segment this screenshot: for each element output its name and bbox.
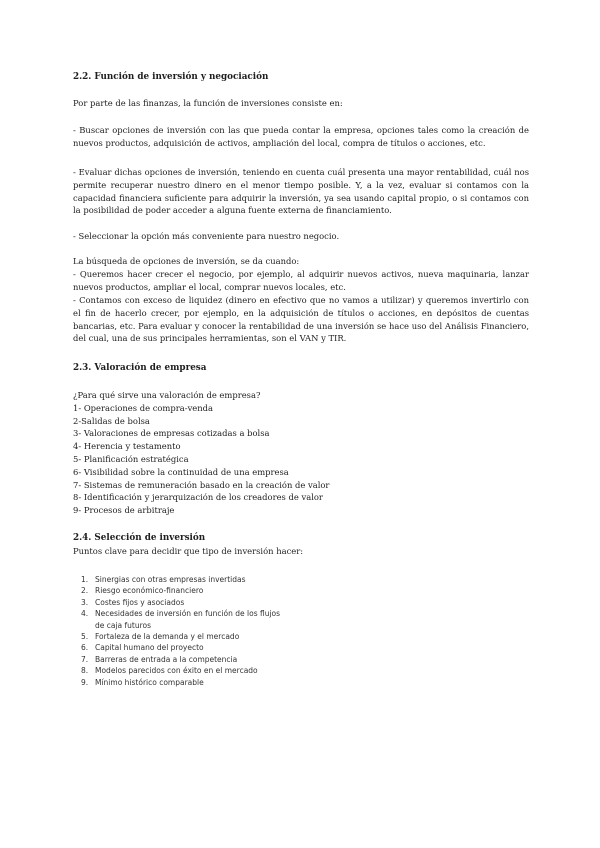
criteria-item: 9. Mínimo histórico comparable xyxy=(81,677,204,687)
valuation-item-9: 9- Procesos de arbitraje xyxy=(73,505,175,516)
section-2-2-case-2: - Contamos con exceso de liquidez (dinero en efectivo que no vamos a utilizar) y queremos invertirlo con el fin de hacerlo crecer, por ejemplo, en la adquisición de títulos o acciones, en depósitos de cuentas bancarias, etc. Para evaluar y conocer la rentabilidad de una inversión se hace uso del Análisis Financiero, del cual, una de sus principales herramientas, son el VAN y TIR. xyxy=(73,295,529,344)
valuation-list xyxy=(73,389,529,517)
section-heading-2-2: 2.2. Función de inversión y negociación xyxy=(73,72,269,82)
section-2-2-bullet-1: - Buscar opciones de inversión con las que pueda contar la empresa, opciones tales como la creación de nuevos productos, adquisición de activos, ampliación del local, compra de títulos o acciones, etc. xyxy=(73,125,529,148)
valuation-question: ¿Para qué sirve una valoración de empresa? xyxy=(73,390,261,400)
section-2-2-search-intro: La búsqueda de opciones de inversión, se da cuando: xyxy=(73,256,300,266)
valuation-item-5: 5- Planificación estratégica xyxy=(73,453,189,464)
valuation-item-4: 4- Herencia y testamento xyxy=(73,441,181,452)
criteria-item: 8. Modelos parecidos con éxito en el mercado xyxy=(81,666,258,676)
section-2-2-case-1: - Queremos hacer crecer el negocio, por ejemplo, al adquirir nuevos activos, nueva maquinaria, lanzar nuevos productos, ampliar el local, comprar nuevos locales, etc. xyxy=(73,269,529,292)
criteria-item: 1. Sinergias con otras empresas invertidas xyxy=(81,575,246,584)
valuation-item-6: 6- Visibilidad sobre la continuidad de una empresa xyxy=(73,466,289,477)
criteria-item: 7. Barreras de entrada a la competencia xyxy=(81,654,238,664)
criteria-item: 2. Riesgo económico-financiero xyxy=(81,586,204,596)
section-heading-2-4: 2.4. Selección de inversión xyxy=(73,533,206,543)
section-2-2-intro: Por parte de las finanzas, la función de inversiones consiste en: xyxy=(73,98,343,108)
valuation-item-1: 1- Operaciones de compra-venda xyxy=(73,402,213,413)
criteria-item: 4. Necesidades de inversión en función de los flujos de caja futuros xyxy=(81,609,281,630)
valuation-item-8: 8- Identificación y jerarquización de los creadores de valor xyxy=(73,492,323,503)
section-2-2-bullet-3: - Seleccionar la opción más conveniente para nuestro negocio. xyxy=(73,231,340,241)
valuation-item-2: 2-Salidas de bolsa xyxy=(73,415,150,426)
investment-criteria-list xyxy=(81,574,285,688)
section-heading-2-3: 2.3. Valoración de empresa xyxy=(73,363,207,373)
criteria-item: 3. Costes fijos y asociados xyxy=(81,597,185,607)
criteria-item: 5. Fortaleza de la demanda y el mercado xyxy=(81,632,240,642)
section-2-2-bullet-2: - Evaluar dichas opciones de inversión, teniendo en cuenta cuál presenta una mayor rentabilidad, cuál nos permite recuperar nuestro dinero en el menor tiempo posible. Y, a la vez, evaluar si contamos con la capacidad financiera suficiente para adquirir la inversión, ya sea usando capital propio, o si contamos con la posibilidad de poder acceder a alguna fuente externa de financiamiento. xyxy=(73,167,529,216)
criteria-item: 6. Capital humano del proyecto xyxy=(81,643,204,653)
section-2-4-intro: Puntos clave para decidir que tipo de inversión hacer: xyxy=(73,546,304,556)
valuation-item-7: 7- Sistemas de remuneración basado en la creación de valor xyxy=(73,479,330,490)
valuation-item-3: 3- Valoraciones de empresas cotizadas a bolsa xyxy=(73,428,270,439)
